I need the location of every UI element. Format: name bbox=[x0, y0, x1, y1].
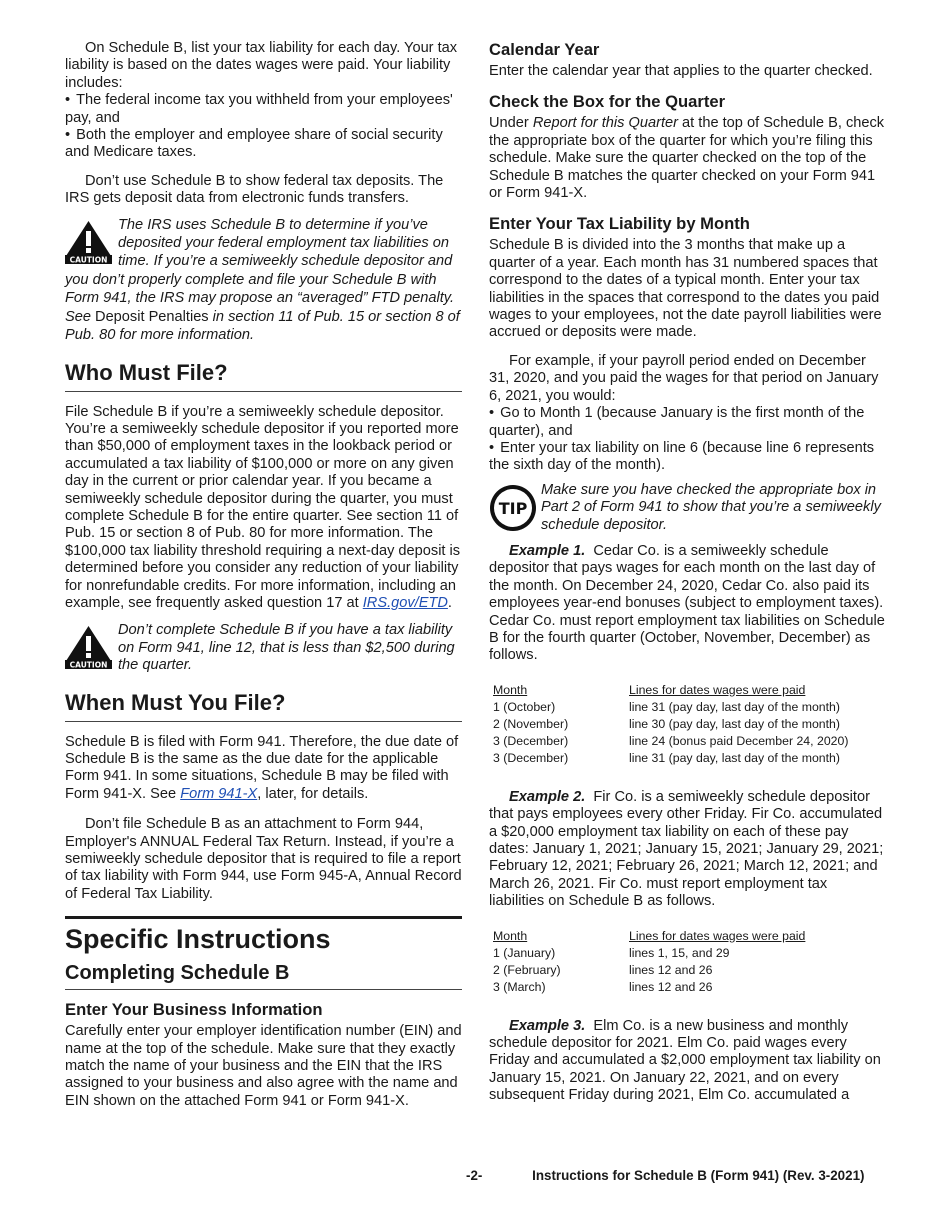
completing-schedule-b-heading: Completing Schedule B bbox=[65, 961, 462, 990]
example-bullet: • Go to Month 1 (because January is the first month of the quarter), and bbox=[489, 405, 885, 440]
table-cell: line 31 (pay day, last day of the month) bbox=[629, 751, 840, 766]
table-row bbox=[493, 699, 848, 716]
table-cell: 3 (March) bbox=[493, 980, 546, 995]
when-text-2: Don’t file Schedule B as an attachment to Form 944, Employer's ANNUAL Federal Tax Return. Instead, if you’re a semiweekly schedule depositor that is required to file a report of tax liability with Form 944, use Form 945-A, Annual Record of Federal Tax Liability. bbox=[65, 816, 462, 902]
example-2-text: Fir Co. is a semiweekly schedule depositor that pays employees every other Friday. Fir Co. accumulated a $20,000 employment tax liability on each of these pay dates: January 1, 2021; January 15, 2021; January 29, 2021; February 12, 2021; February 26, 2021; March 12, 2021; and March 26, 2021. Fir Co. must report employment tax liabilities on Schedule B as follows. bbox=[489, 788, 884, 910]
table-header: Lines for dates wages were paid bbox=[629, 928, 806, 943]
footer-title: Instructions for Schedule B (Form 941) (Rev. 3-2021) bbox=[532, 1168, 865, 1183]
quarter-heading: Check the Box for the Quarter bbox=[489, 92, 726, 112]
table-cell: line 24 (bonus paid December 24, 2020) bbox=[629, 734, 849, 749]
table-cell: 3 (December) bbox=[493, 734, 569, 749]
tip-icon-label: TIP bbox=[498, 498, 528, 518]
when-text-1 bbox=[65, 734, 462, 804]
when-body: Schedule B is filed with Form 941. Therefore, the due date of Schedule B is the same as the due date for the applicable Form 941. In some situations, Schedule B may be filed with Form 941-X. See bbox=[65, 733, 459, 802]
table-header: Lines for dates wages were paid bbox=[629, 682, 806, 697]
caution-text-end: in section 11 of Pub. 15 or section 8 of Pub. 80 for more information. bbox=[65, 308, 460, 344]
page-footer bbox=[466, 1168, 864, 1183]
table-cell: lines 1, 15, and 29 bbox=[629, 946, 730, 961]
page-number: -2- bbox=[466, 1168, 483, 1183]
caution-icon-label: CAUTION bbox=[69, 660, 108, 670]
irs-etd-link[interactable]: IRS.gov/ETD bbox=[362, 594, 448, 611]
quarter-text-post: at the top of Schedule B, check the appropriate box of the quarter for which you’re filing this schedule. Make sure the quarter checked on the top of the Schedule B matches the quarter checked on your Form 941 or Form 941-X. bbox=[489, 115, 885, 202]
quarter-text bbox=[489, 115, 885, 202]
example-2 bbox=[489, 789, 885, 911]
table-cell: 2 (November) bbox=[493, 717, 569, 732]
table-row bbox=[493, 962, 805, 979]
quarter-text-pre: Under bbox=[489, 115, 533, 132]
table-cell: lines 12 and 26 bbox=[629, 963, 713, 978]
example-2-table bbox=[493, 929, 805, 996]
when-must-you-file-heading: When Must You File? bbox=[65, 691, 462, 722]
caution-icon bbox=[65, 625, 112, 669]
caution-text: The IRS uses Schedule B to determine if you’ve deposited your federal employment tax liabilities on time. If you’re a semiweekly schedule depositor and you don’t properly complete and file your Schedule B with Form 941, the IRS may propose an “averaged” FTD penalty. See bbox=[65, 216, 455, 325]
example-2-label: Example 2. bbox=[509, 788, 586, 805]
form-941x-link[interactable]: Form 941-X bbox=[180, 785, 258, 802]
table-cell: 2 (February) bbox=[493, 963, 561, 978]
who-must-file-end: . bbox=[447, 594, 452, 611]
example-1-text: Cedar Co. is a semiweekly schedule depositor that pays wages for each month on the last day of the month. On December 24, 2020, Cedar Co. also paid its employees year-end bonuses (subject to employment taxes). Cedar Co. must report employment tax liabilities on Schedule B for the fourth quarter (October, November, December) as follows. bbox=[489, 542, 885, 664]
calendar-year-heading: Calendar Year bbox=[489, 40, 600, 59]
intro-paragraph-2: Don’t use Schedule B to show federal tax deposits. The IRS gets deposit data from electronic funds transfers. bbox=[65, 172, 444, 207]
caution-text: Don’t complete Schedule B if you have a tax liability on Form 941, line 12, that is less than $2,500 during the quarter. bbox=[118, 622, 455, 674]
tip-note bbox=[489, 482, 885, 534]
business-info-heading: Enter Your Business Information bbox=[65, 1000, 323, 1020]
caution-icon bbox=[65, 220, 112, 264]
left-column bbox=[65, 40, 462, 1110]
calendar-year-text: Enter the calendar year that applies to the quarter checked. bbox=[489, 63, 873, 79]
liability-heading: Enter Your Tax Liability by Month bbox=[489, 214, 750, 234]
quarter-text-italic: Report for this Quarter bbox=[532, 115, 678, 132]
example-intro: For example, if your payroll period ended on December 31, 2020, and you paid the wages for that period on January 6, 2021, you would: bbox=[489, 352, 879, 404]
table-cell: line 30 (pay day, last day of the month) bbox=[629, 717, 840, 732]
example-1-table bbox=[493, 683, 848, 767]
business-info-text: Carefully enter your employer identification number (EIN) and name at the top of the schedule. Make sure that they exactly match the name of your business and the EIN that the IRS assigned to your business and also agree with the name and EIN shown on the attached Form 941 or Form 941-X. bbox=[65, 1023, 462, 1109]
intro-bullet: • Both the employer and employee share of social security and Medicare taxes. bbox=[65, 127, 462, 162]
tip-icon bbox=[489, 484, 533, 528]
when-body-end: , later, for details. bbox=[257, 785, 369, 802]
intro-paragraph: On Schedule B, list your tax liability for each day. Your tax liability is based on the dates wages were paid. Your liability includes: bbox=[65, 40, 458, 91]
table-row bbox=[493, 945, 805, 962]
example-3-text: Elm Co. is a new business and monthly schedule depositor for 2021. Elm Co. paid wages every Friday and accumulated a $2,000 employment tax liability on January 15, 2021. On January 22, 2021, and on every subsequent Friday during 2021, Elm Co. accumulated a bbox=[489, 1017, 881, 1104]
caution-note-1 bbox=[65, 216, 462, 345]
caution-note-2 bbox=[65, 622, 462, 674]
table-cell: line 31 (pay day, last day of the month) bbox=[629, 700, 840, 715]
liability-text: Schedule B is divided into the 3 months that make up a quarter of a year. Each month has 31 numbered spaces that correspond to the dates of a typical month. Enter your tax liabilities in the spaces that correspond to the dates you paid wages to your employees, not the date payroll liabilities were accrued or deposits were made. bbox=[489, 237, 882, 341]
example-1 bbox=[489, 543, 885, 665]
caution-reference: Deposit Penalties bbox=[95, 308, 209, 325]
example-bullet: • Enter your tax liability on line 6 (because line 6 represents the sixth day of the month). bbox=[489, 440, 885, 475]
table-cell: 1 (January) bbox=[493, 946, 556, 961]
example-3 bbox=[489, 1018, 885, 1105]
right-column bbox=[489, 40, 885, 1105]
table-row bbox=[493, 750, 848, 767]
specific-instructions-heading: Specific Instructions bbox=[65, 916, 462, 955]
caution-icon-label: CAUTION bbox=[69, 255, 108, 264]
table-header: Month bbox=[493, 928, 528, 943]
table-row bbox=[493, 733, 848, 750]
table-cell: 3 (December) bbox=[493, 751, 569, 766]
who-must-file-heading: Who Must File? bbox=[65, 361, 462, 392]
example-3-label: Example 3. bbox=[509, 1017, 586, 1034]
table-cell: 1 (October) bbox=[493, 700, 556, 715]
table-row bbox=[493, 979, 805, 996]
table-cell: lines 12 and 26 bbox=[629, 980, 713, 995]
who-must-file-text bbox=[65, 404, 462, 613]
who-must-file-body: File Schedule B if you’re a semiweekly schedule depositor. You’re a semiweekly schedule depositor if you reported more than $50,000 of employment taxes in the lookback period or accumulated a tax liability of $100,000 or more on any given day in the current or prior calendar year. If you became a semiweekly schedule depositor during the quarter, you must complete Schedule B for the entire quarter. See section 11 of Pub. 15 or section 8 of Pub. 80 for more information. The $100,000 tax liability threshold requiring a next-day deposit is determined before you consider any reduction of your liability for nonrefundable credits. For more information, including an example, see frequently asked question 17 at bbox=[65, 403, 461, 611]
table-header: Month bbox=[493, 682, 528, 697]
table-row bbox=[493, 716, 848, 733]
intro-bullet: • The federal income tax you withheld from your employees' pay, and bbox=[65, 92, 462, 127]
tip-text: Make sure you have checked the appropriate box in Part 2 of Form 941 to show that you’re a semiweekly schedule depositor. bbox=[541, 481, 881, 533]
example-1-label: Example 1. bbox=[509, 542, 586, 559]
